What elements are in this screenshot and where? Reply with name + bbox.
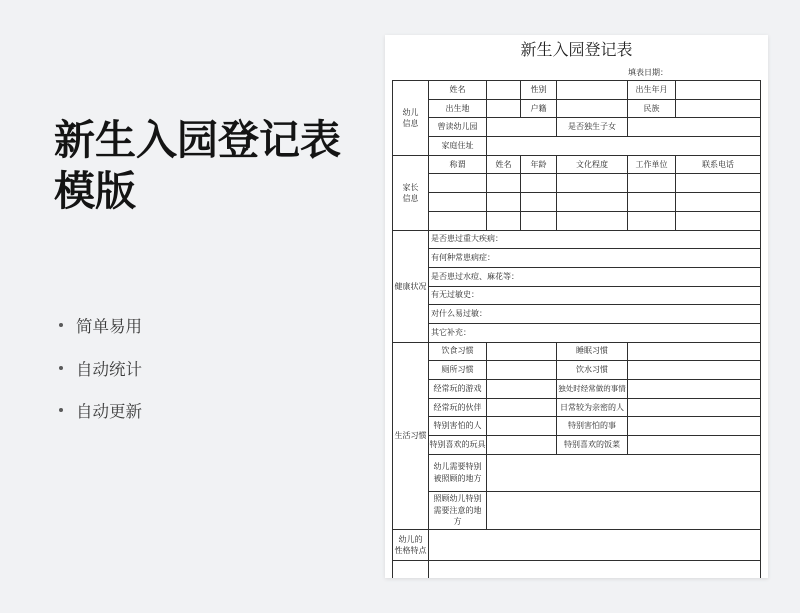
health-item: 有何种常患病症：	[429, 249, 761, 268]
section-label-personality: 幼儿的 性格特点	[393, 529, 429, 560]
field-label-birth-date: 出生年月	[628, 81, 676, 100]
habit-value	[628, 342, 761, 361]
habit-value	[628, 398, 761, 417]
field-value-previous-kindergarten	[487, 118, 557, 137]
health-row	[393, 267, 761, 286]
health-item: 有无过敏史：	[429, 286, 761, 305]
hero-title-line-2: 模版	[54, 168, 136, 214]
health-item: 对什么易过敏：	[429, 305, 761, 324]
parent-cell	[487, 174, 521, 193]
parent-header-row	[393, 155, 761, 174]
field-value-birthplace	[487, 99, 521, 118]
habit-row	[393, 380, 761, 399]
habit-label: 睡眠习惯	[557, 342, 628, 361]
habit-row	[393, 361, 761, 380]
field-label-ethnicity: 民族	[628, 99, 676, 118]
child-info-row	[393, 118, 761, 137]
parent-cell	[521, 174, 557, 193]
habit-label: 经常玩的伙伴	[429, 398, 487, 417]
personality-value	[429, 529, 761, 560]
field-value-gender	[557, 81, 628, 100]
cut-off-label-cell	[393, 560, 429, 578]
habit-value	[628, 380, 761, 399]
health-row	[393, 305, 761, 324]
parent-cell	[487, 211, 521, 230]
habit-row	[393, 398, 761, 417]
habit-note-value	[487, 454, 761, 491]
field-label-birthplace: 出生地	[429, 99, 487, 118]
field-label-only-child: 是否独生子女	[557, 118, 628, 137]
habit-note-row	[393, 454, 761, 491]
registration-table	[392, 80, 761, 578]
field-label-previous-kindergarten: 曾读幼儿园	[429, 118, 487, 137]
parent-cell	[628, 193, 676, 212]
habit-value	[487, 342, 557, 361]
habit-row	[393, 417, 761, 436]
parent-column-header: 年龄	[521, 155, 557, 174]
habit-label: 日常较为亲密的人	[557, 398, 628, 417]
feature-label: 自动统计	[76, 360, 142, 379]
bullet-dot-icon	[59, 323, 63, 327]
parent-cell	[521, 193, 557, 212]
habit-note-label: 幼儿需要特别被照顾的地方	[429, 454, 487, 491]
hero-title	[54, 115, 341, 217]
personality-row	[393, 529, 761, 560]
parent-cell	[676, 211, 761, 230]
habit-value	[487, 436, 557, 455]
health-item: 是否患过水痘、麻花等：	[429, 267, 761, 286]
habit-row	[393, 436, 761, 455]
health-item: 其它补充：	[429, 323, 761, 342]
habit-row	[393, 342, 761, 361]
parent-cell	[557, 211, 628, 230]
parent-cell	[487, 193, 521, 212]
parent-cell	[429, 174, 487, 193]
habit-label: 特别害怕的人	[429, 417, 487, 436]
habit-value	[487, 380, 557, 399]
cut-off-row	[393, 560, 761, 578]
form-title: 新生入园登记表	[520, 42, 633, 59]
bullet-dot-icon	[59, 366, 63, 370]
form-preview[interactable]	[385, 35, 768, 578]
feature-label: 自动更新	[76, 403, 142, 422]
child-info-row	[393, 81, 761, 100]
habit-label: 饮水习惯	[557, 361, 628, 380]
parent-cell	[557, 174, 628, 193]
parent-column-header: 联系电话	[676, 155, 761, 174]
health-row	[393, 230, 761, 249]
section-label-habits: 生活习惯	[393, 342, 429, 529]
feature-label: 简单易用	[76, 318, 142, 337]
habit-label: 独处时经常做的事情	[557, 380, 628, 399]
habit-value	[628, 417, 761, 436]
feature-item	[56, 347, 142, 390]
parent-row	[393, 193, 761, 212]
habit-note-label: 照顾幼儿特别需要注意的地方	[429, 491, 487, 529]
parent-column-header: 工作单位	[628, 155, 676, 174]
section-label-health: 健康状况	[393, 230, 429, 342]
cut-off-value-cell	[429, 560, 761, 578]
habit-label: 经常玩的游戏	[429, 380, 487, 399]
feature-item	[56, 304, 142, 347]
habit-note-row	[393, 491, 761, 529]
health-row	[393, 249, 761, 268]
health-row	[393, 286, 761, 305]
parent-cell	[521, 211, 557, 230]
section-label-parent-info: 家长 信息	[393, 155, 429, 230]
field-value-household	[557, 99, 628, 118]
parent-row	[393, 211, 761, 230]
habit-value	[487, 361, 557, 380]
habit-label: 饮食习惯	[429, 342, 487, 361]
parent-cell	[429, 211, 487, 230]
field-label-gender: 性别	[521, 81, 557, 100]
habit-value	[628, 436, 761, 455]
parent-cell	[628, 211, 676, 230]
field-value-ethnicity	[676, 99, 761, 118]
child-info-row	[393, 137, 761, 156]
parent-cell	[557, 193, 628, 212]
field-value-name	[487, 81, 521, 100]
hero-title-line-1: 新生入园登记表	[54, 117, 341, 163]
parent-cell	[429, 193, 487, 212]
health-item: 是否患过重大疾病：	[429, 230, 761, 249]
habit-value	[487, 417, 557, 436]
field-value-address	[487, 137, 761, 156]
field-label-name: 姓名	[429, 81, 487, 100]
habit-note-value	[487, 491, 761, 529]
health-row	[393, 323, 761, 342]
parent-column-header: 称谓	[429, 155, 487, 174]
feature-list	[56, 304, 142, 432]
field-label-address: 家庭住址	[429, 137, 487, 156]
bullet-dot-icon	[59, 408, 63, 412]
parent-cell	[628, 174, 676, 193]
habit-label: 特别喜欢的玩具	[429, 436, 487, 455]
parent-row	[393, 174, 761, 193]
parent-cell	[676, 193, 761, 212]
habit-value	[628, 361, 761, 380]
child-info-row	[393, 99, 761, 118]
feature-item	[56, 389, 142, 432]
parent-cell	[676, 174, 761, 193]
field-label-household: 户籍	[521, 99, 557, 118]
habit-label: 特别喜欢的饭菜	[557, 436, 628, 455]
habit-value	[487, 398, 557, 417]
habit-label: 特别害怕的事	[557, 417, 628, 436]
field-value-birth-date	[676, 81, 761, 100]
parent-column-header: 姓名	[487, 155, 521, 174]
habit-label: 厕所习惯	[429, 361, 487, 380]
fill-date-label: 填表日期：	[628, 68, 668, 77]
section-label-child-info: 幼儿 信息	[393, 81, 429, 156]
parent-column-header: 文化程度	[557, 155, 628, 174]
field-value-only-child	[628, 118, 761, 137]
